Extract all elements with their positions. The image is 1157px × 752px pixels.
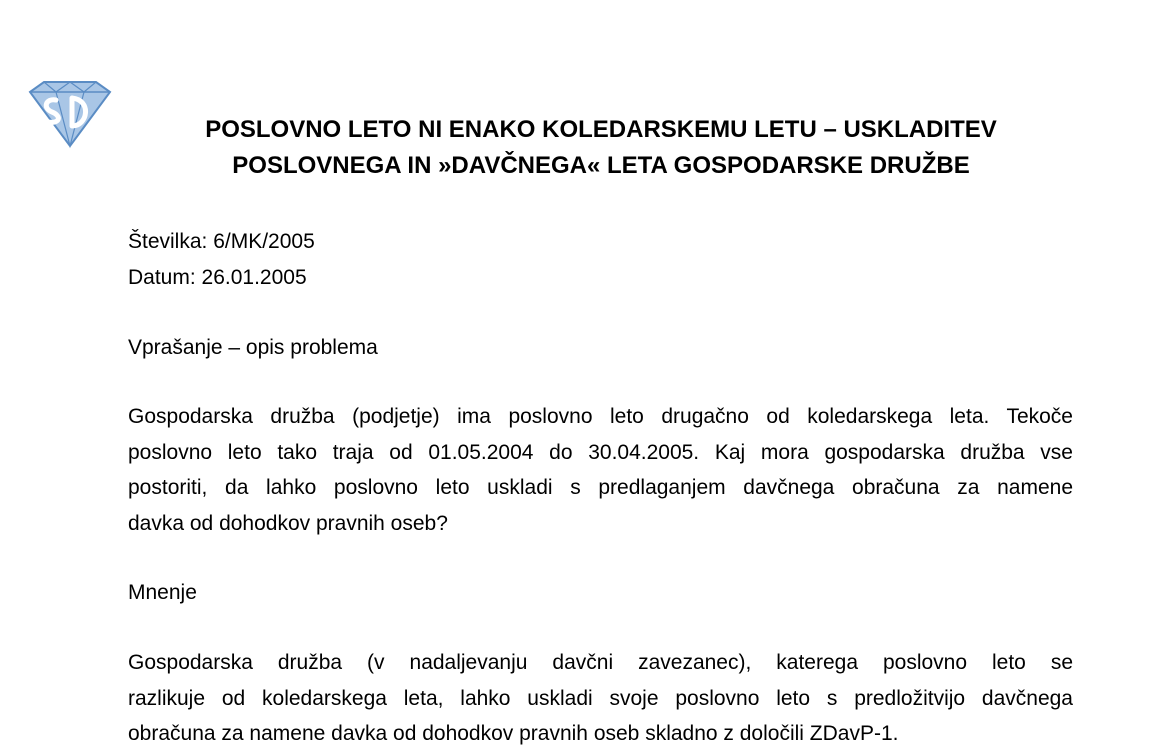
paragraph-line: obračuna za namene davka od dohodkov pravnih oseb skladno z določili ZDavP-1. [128,722,899,745]
document-number: Številka: 6/MK/2005 [128,230,315,253]
question-paragraph [128,399,1073,541]
paragraph-line: poslovno leto tako traja od 01.05.2004 do 30.04.2005. Kaj mora gospodarska družba vse [128,440,1073,464]
title-line-2: POSLOVNEGA IN »DAVČNEGA« LETA GOSPODARSKE DRUŽBE [232,152,970,179]
opinion-heading: Mnenje [128,581,197,604]
paragraph-line: davka od dohodkov pravnih oseb? [128,511,448,535]
document-title [128,112,1074,184]
paragraph-line: Gospodarska družba (v nadaljevanju davčni zavezanec), katerega poslovno leto se [128,651,1073,674]
opinion-paragraph [128,645,1073,752]
paragraph-line: postoriti, da lahko poslovno leto uskladi s predlaganjem davčnega obračuna za namene [128,476,1073,499]
document-date: Datum: 26.01.2005 [128,265,307,289]
paragraph-line: razlikuje od koledarskega leta, lahko uskladi svoje poslovno leto s predložitvijo davčnega [128,686,1073,710]
question-heading: Vprašanje – opis problema [128,336,378,359]
paragraph-line: Gospodarska družba (podjetje) ima poslovno leto drugačno od koledarskega leta. Tekoče [128,405,1073,428]
diamond-logo-icon [26,76,112,150]
title-line-1: POSLOVNO LETO NI ENAKO KOLEDARSKEMU LETU – USKLADITEV [205,116,997,143]
document-meta [128,224,1073,295]
